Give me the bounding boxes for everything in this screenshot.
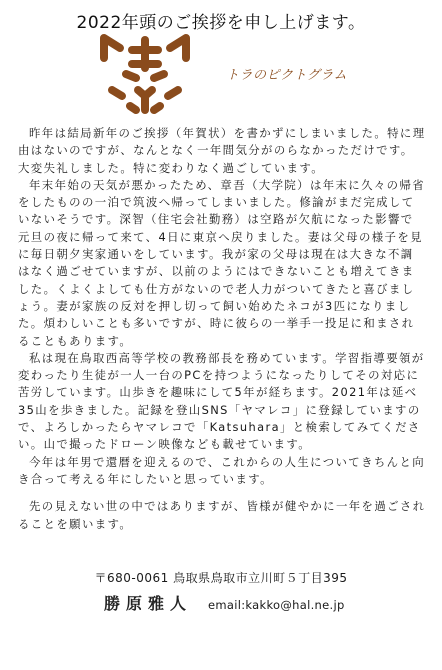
paragraph-apology: 昨年は結局新年のご挨拶（年賀状）を書かずにしまいました。特に理由はないのですが、なんとなく一年間気分がのらなかっただけです。大変失礼しました。特に変わりなく過ごしています。 xyxy=(18,126,426,175)
paragraph-work: 私は現在鳥取西高等学校の教務部長を務めています。学習指導要領が変わったり生徒が一人一台のPCを持つようになったりしてその対応に苦労しています。山歩きを趣味にして5年が経ちます。2021年は延べ35山を歩きました。記録を登山SNS「ヤマレコ」に登録していますので、よろしかったらヤマレコで「Katsuhara」と検索してみてください。山で撮ったドローン映像なども載せています。 xyxy=(18,350,425,452)
paragraph-family: 年末年始の天気が悪かったため、章吾（大学院）は年末に久々の帰省をしたものの一泊で筑波へ帰ってしまいました。修論がまだ完成していないそうです。深智（住宅会社勤務）は空路が欠航になった影響で元旦の夜に帰って来て、4日に東京へ戻りました。妻は父母の様子を見に毎日朝夕実家通いをしています。我が家の父母は現在は大きな不調はなく過ごせていますが、以前のようにはできないことも増えてきました。くよくよしても仕方がないので老人力がついてきたと喜びましょう。妻が家族の反対を押し切って飼い始めたネコが3匹になりました。煩わしいことも多いですが、時に彼らの一挙手一投足に和まされることもあります。 xyxy=(18,177,426,348)
sender-email: email:kakko@hal.ne.jp xyxy=(208,598,345,612)
signature-block xyxy=(104,591,345,614)
tiger-pictogram-icon xyxy=(96,34,194,114)
postal-address: 〒680-0061 鳥取県鳥取市立川町５丁目395 xyxy=(94,571,348,585)
tiger-caption: トラのピクトグラム xyxy=(226,68,348,83)
greeting-title: 2022年頭のご挨拶を申し上げます。 xyxy=(76,13,366,33)
paragraph-new-year: 今年は年男で還暦を迎えるので、これからの人生についてきちんと向き合って考える年にしたいと思っています。 xyxy=(18,454,426,486)
paragraph-wishes: 先の見えない世の中ではありますが、皆様が健やかに一年を過ごされることを願います。 xyxy=(18,499,426,531)
sender-name: 勝原雅人 xyxy=(104,594,193,613)
letter-body xyxy=(18,125,426,533)
